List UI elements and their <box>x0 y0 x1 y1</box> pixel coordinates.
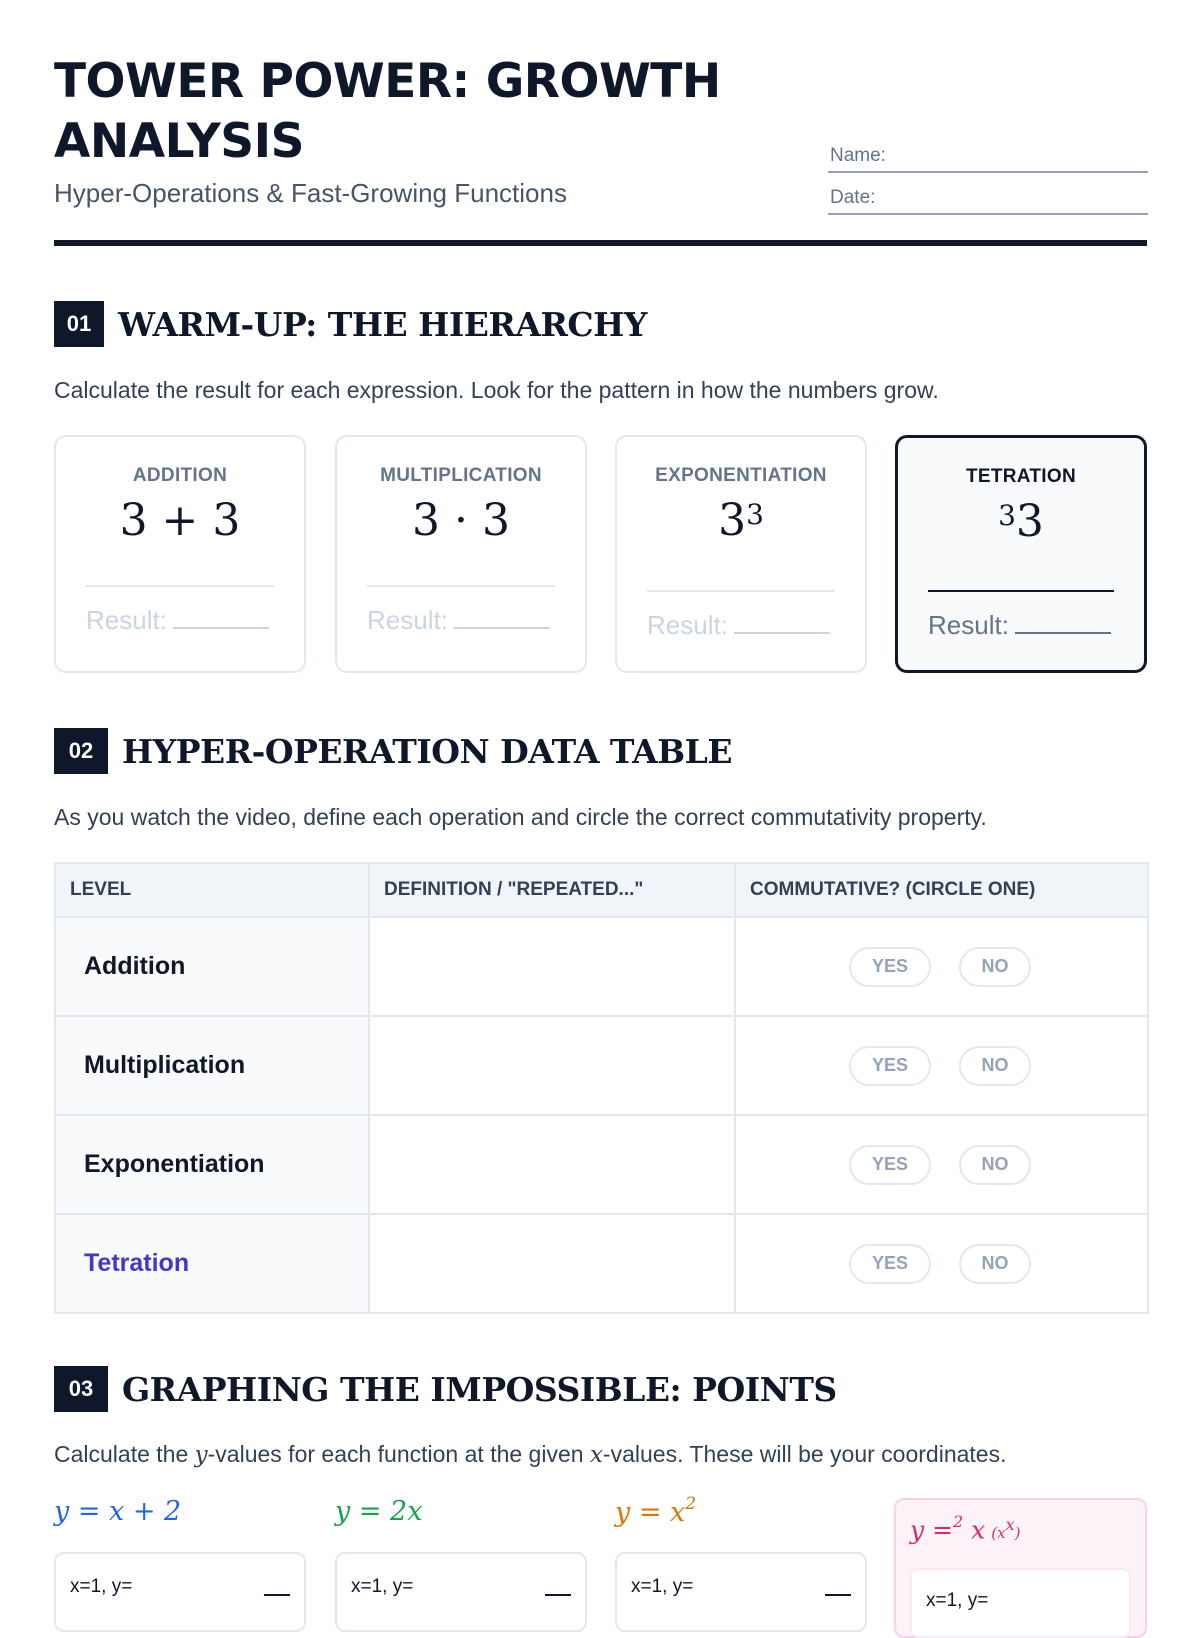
level-cell: Tetration <box>55 1214 369 1313</box>
tower-base: 3 <box>1015 496 1044 547</box>
power-exponent: 3 <box>746 498 764 531</box>
date-field[interactable] <box>828 187 1148 215</box>
function-text: x <box>963 1515 986 1545</box>
point-box-double[interactable] <box>335 1552 587 1632</box>
level-cell: Addition <box>55 917 369 1016</box>
card-result[interactable] <box>647 610 830 641</box>
card-result[interactable] <box>928 610 1111 641</box>
point-prompt: x=1, y= <box>631 1576 694 1597</box>
tetration-function-card <box>894 1498 1147 1638</box>
section-1-header <box>54 301 647 347</box>
point-prompt: x=1, y= <box>351 1576 414 1597</box>
result-label: Result: <box>647 610 728 640</box>
result-label: Result: <box>86 605 167 635</box>
no-option[interactable]: NO <box>959 947 1031 987</box>
table-row <box>55 1214 1148 1313</box>
card-label: EXPONENTIATION <box>655 465 827 486</box>
yes-option[interactable]: YES <box>849 1244 931 1284</box>
yes-option[interactable]: YES <box>849 947 931 987</box>
date-label: Date: <box>830 187 876 208</box>
card-addition <box>54 435 306 673</box>
table-row <box>55 917 1148 1016</box>
header-definition: DEFINITION / "REPEATED..." <box>369 863 735 917</box>
point-prompt: x=1, y= <box>70 1576 133 1597</box>
result-blank[interactable] <box>734 616 830 634</box>
desc-text: -values. These will be your coordinates. <box>602 1441 1007 1467</box>
power-base: 3 <box>718 495 747 546</box>
section-3-description <box>54 1441 1006 1468</box>
card-label: MULTIPLICATION <box>380 465 542 486</box>
no-option[interactable]: NO <box>959 1145 1031 1185</box>
card-exponentiation <box>615 435 867 673</box>
level-cell: Exponentiation <box>55 1115 369 1214</box>
point-prompt: x=1, y= <box>926 1590 989 1611</box>
point-box-square[interactable] <box>615 1552 867 1632</box>
result-blank[interactable] <box>454 611 550 629</box>
no-option[interactable]: NO <box>959 1244 1031 1284</box>
section-1-number: 01 <box>54 301 104 347</box>
level-cell: Multiplication <box>55 1016 369 1115</box>
var-y: y <box>194 1442 208 1468</box>
card-result[interactable] <box>86 605 269 636</box>
result-blank[interactable] <box>173 611 269 629</box>
desc-text: -values for each function at the given <box>207 1441 590 1467</box>
page-title: TOWER POWER: GROWTH ANALYSIS <box>54 54 721 169</box>
card-label: ADDITION <box>132 465 228 486</box>
page-subtitle: Hyper-Operations & Fast-Growing Functions <box>54 178 567 208</box>
answer-blank[interactable] <box>264 1594 290 1596</box>
hyper-operation-table <box>54 862 1149 1314</box>
function-exponent: 2 <box>953 1512 964 1531</box>
card-divider <box>367 585 555 587</box>
no-option[interactable]: NO <box>959 1046 1031 1086</box>
result-blank[interactable] <box>1015 616 1111 634</box>
point-box-tetration[interactable] <box>910 1568 1131 1638</box>
name-label: Name: <box>830 145 886 166</box>
section-2-title: HYPER-OPERATION DATA TABLE <box>122 731 733 771</box>
function-exponent: 2 <box>685 1494 697 1514</box>
card-tetration <box>895 435 1147 673</box>
name-field[interactable] <box>828 145 1148 173</box>
section-3-header <box>54 1366 837 1412</box>
answer-blank[interactable] <box>825 1594 851 1596</box>
yes-option[interactable]: YES <box>849 1046 931 1086</box>
card-expression <box>898 494 1144 550</box>
section-2-header <box>54 728 732 774</box>
commutative-cell <box>735 917 1148 1016</box>
card-divider <box>928 590 1114 592</box>
section-1-title: WARM-UP: THE HIERARCHY <box>118 304 647 344</box>
card-expression <box>617 493 865 549</box>
answer-blank[interactable] <box>545 1594 571 1596</box>
section-2-description: As you watch the video, define each operation and circle the correct commutativity property. <box>54 804 987 830</box>
commutative-cell <box>735 1115 1148 1214</box>
worksheet <box>54 0 1147 1611</box>
function-tetration-label <box>910 1514 1020 1544</box>
function-note: $(x^x)$ <box>991 1515 1021 1543</box>
function-linear-label: y = x + 2 <box>54 1496 182 1527</box>
definition-cell[interactable] <box>369 917 735 1016</box>
function-double-label: y = 2x <box>335 1496 423 1527</box>
section-3-title: GRAPHING THE IMPOSSIBLE: POINTS <box>122 1369 837 1409</box>
result-label: Result: <box>928 610 1009 640</box>
section-1-description: Calculate the result for each expression. Look for the pattern in how the numbers grow. <box>54 377 939 403</box>
commutative-cell <box>735 1214 1148 1313</box>
var-x: x <box>589 1442 603 1468</box>
card-divider <box>86 585 274 587</box>
definition-cell[interactable] <box>369 1214 735 1313</box>
point-box-linear[interactable] <box>54 1552 306 1632</box>
table-row <box>55 1016 1148 1115</box>
header-level: LEVEL <box>55 863 369 917</box>
yes-option[interactable]: YES <box>849 1145 931 1185</box>
card-result[interactable] <box>367 605 550 636</box>
card-label: TETRATION <box>965 466 1076 487</box>
definition-cell[interactable] <box>369 1016 735 1115</box>
desc-text: Calculate the <box>54 1441 195 1467</box>
header-commutative: COMMUTATIVE? (CIRCLE ONE) <box>735 863 1148 917</box>
table-header-row <box>55 863 1148 917</box>
result-label: Result: <box>367 605 448 635</box>
table-row <box>55 1115 1148 1214</box>
section-2-number: 02 <box>54 728 108 774</box>
card-expression: 3 + 3 <box>119 495 241 546</box>
card-expression: 3 · 3 <box>412 495 510 546</box>
tower-height: 3 <box>998 499 1016 532</box>
card-divider <box>647 590 835 592</box>
header-divider <box>54 240 1147 246</box>
definition-cell[interactable] <box>369 1115 735 1214</box>
section-3-number: 03 <box>54 1366 108 1412</box>
commutative-cell <box>735 1016 1148 1115</box>
function-text: y = x <box>615 1497 686 1528</box>
function-square-label <box>615 1496 696 1528</box>
card-multiplication <box>335 435 587 673</box>
function-text: y = <box>910 1515 954 1545</box>
